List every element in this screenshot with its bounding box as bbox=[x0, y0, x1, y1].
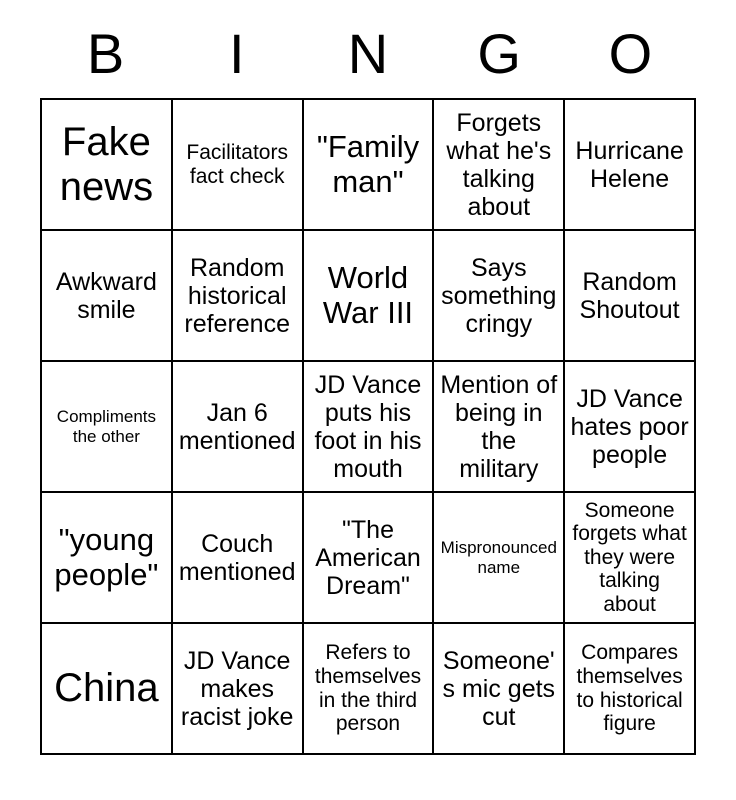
bingo-cell-label: World War III bbox=[322, 259, 414, 330]
bingo-letter-g: G bbox=[477, 22, 521, 85]
bingo-cell-label: Mispronounced name bbox=[440, 538, 557, 577]
bingo-cell[interactable] bbox=[565, 624, 696, 755]
bingo-header bbox=[40, 22, 696, 85]
bingo-cell[interactable] bbox=[173, 624, 304, 755]
bingo-letter-b: B bbox=[86, 22, 125, 85]
bingo-cell[interactable] bbox=[42, 100, 173, 231]
bingo-cell-label: Forgets what he's talking about bbox=[446, 108, 552, 221]
bingo-cell[interactable] bbox=[565, 100, 696, 231]
bingo-cell-label: Fake news bbox=[59, 119, 154, 209]
bingo-cell-label: JD Vance puts his foot in his mouth bbox=[314, 370, 422, 483]
bingo-cell-label: "Family man" bbox=[316, 128, 420, 199]
bingo-cell[interactable] bbox=[42, 231, 173, 362]
bingo-cell[interactable] bbox=[304, 362, 435, 493]
bingo-cell[interactable] bbox=[173, 493, 304, 624]
bingo-cell[interactable] bbox=[42, 624, 173, 755]
bingo-letter-n: N bbox=[347, 22, 389, 85]
bingo-cell-label: JD Vance makes racist joke bbox=[180, 646, 294, 731]
bingo-cell-label: Someone's mic gets cut bbox=[442, 646, 556, 731]
bingo-cell-label: JD Vance hates poor people bbox=[570, 384, 689, 469]
bingo-cell[interactable] bbox=[304, 231, 435, 362]
bingo-cell[interactable] bbox=[42, 362, 173, 493]
bingo-cell-label: "young people" bbox=[54, 521, 159, 592]
bingo-cell[interactable] bbox=[565, 231, 696, 362]
bingo-cell-label: Random historical reference bbox=[184, 253, 290, 338]
bingo-cell[interactable] bbox=[434, 624, 565, 755]
bingo-cell[interactable] bbox=[304, 100, 435, 231]
bingo-cell-label: "The American Dream" bbox=[315, 515, 421, 600]
bingo-cell-label: Mention of being in the military bbox=[440, 370, 558, 483]
bingo-cell[interactable] bbox=[434, 362, 565, 493]
bingo-cell[interactable] bbox=[565, 362, 696, 493]
bingo-cell-label: Someone forgets what they were talking about bbox=[572, 498, 687, 616]
bingo-cell[interactable] bbox=[434, 100, 565, 231]
bingo-cell-label: Jan 6 mentioned bbox=[178, 398, 296, 455]
bingo-cell[interactable] bbox=[434, 231, 565, 362]
bingo-cell[interactable] bbox=[173, 231, 304, 362]
bingo-cell-label: Awkward smile bbox=[55, 267, 157, 324]
bingo-letter-i: I bbox=[229, 22, 245, 85]
bingo-cell[interactable] bbox=[565, 493, 696, 624]
bingo-cell-label: Couch mentioned bbox=[178, 529, 296, 586]
bingo-cell-label: Says something cringy bbox=[441, 253, 557, 338]
bingo-cell-label: Random Shoutout bbox=[579, 267, 680, 324]
bingo-cell[interactable] bbox=[42, 493, 173, 624]
bingo-cell-label: Compliments the other bbox=[56, 407, 156, 446]
bingo-cell[interactable] bbox=[173, 362, 304, 493]
bingo-cell-label: Hurricane Helene bbox=[575, 136, 684, 193]
bingo-cell-label: Compares themselves to historical figure bbox=[576, 641, 683, 736]
bingo-grid bbox=[40, 98, 696, 755]
bingo-cell[interactable] bbox=[304, 493, 435, 624]
bingo-cell-label: Refers to themselves in the third person bbox=[314, 641, 422, 736]
bingo-letter-o: O bbox=[608, 22, 653, 85]
bingo-cell[interactable] bbox=[434, 493, 565, 624]
bingo-cell[interactable] bbox=[173, 100, 304, 231]
bingo-cell-label: China bbox=[54, 666, 159, 711]
bingo-cell-label: Facilitators fact check bbox=[186, 140, 288, 188]
bingo-cell[interactable] bbox=[304, 624, 435, 755]
